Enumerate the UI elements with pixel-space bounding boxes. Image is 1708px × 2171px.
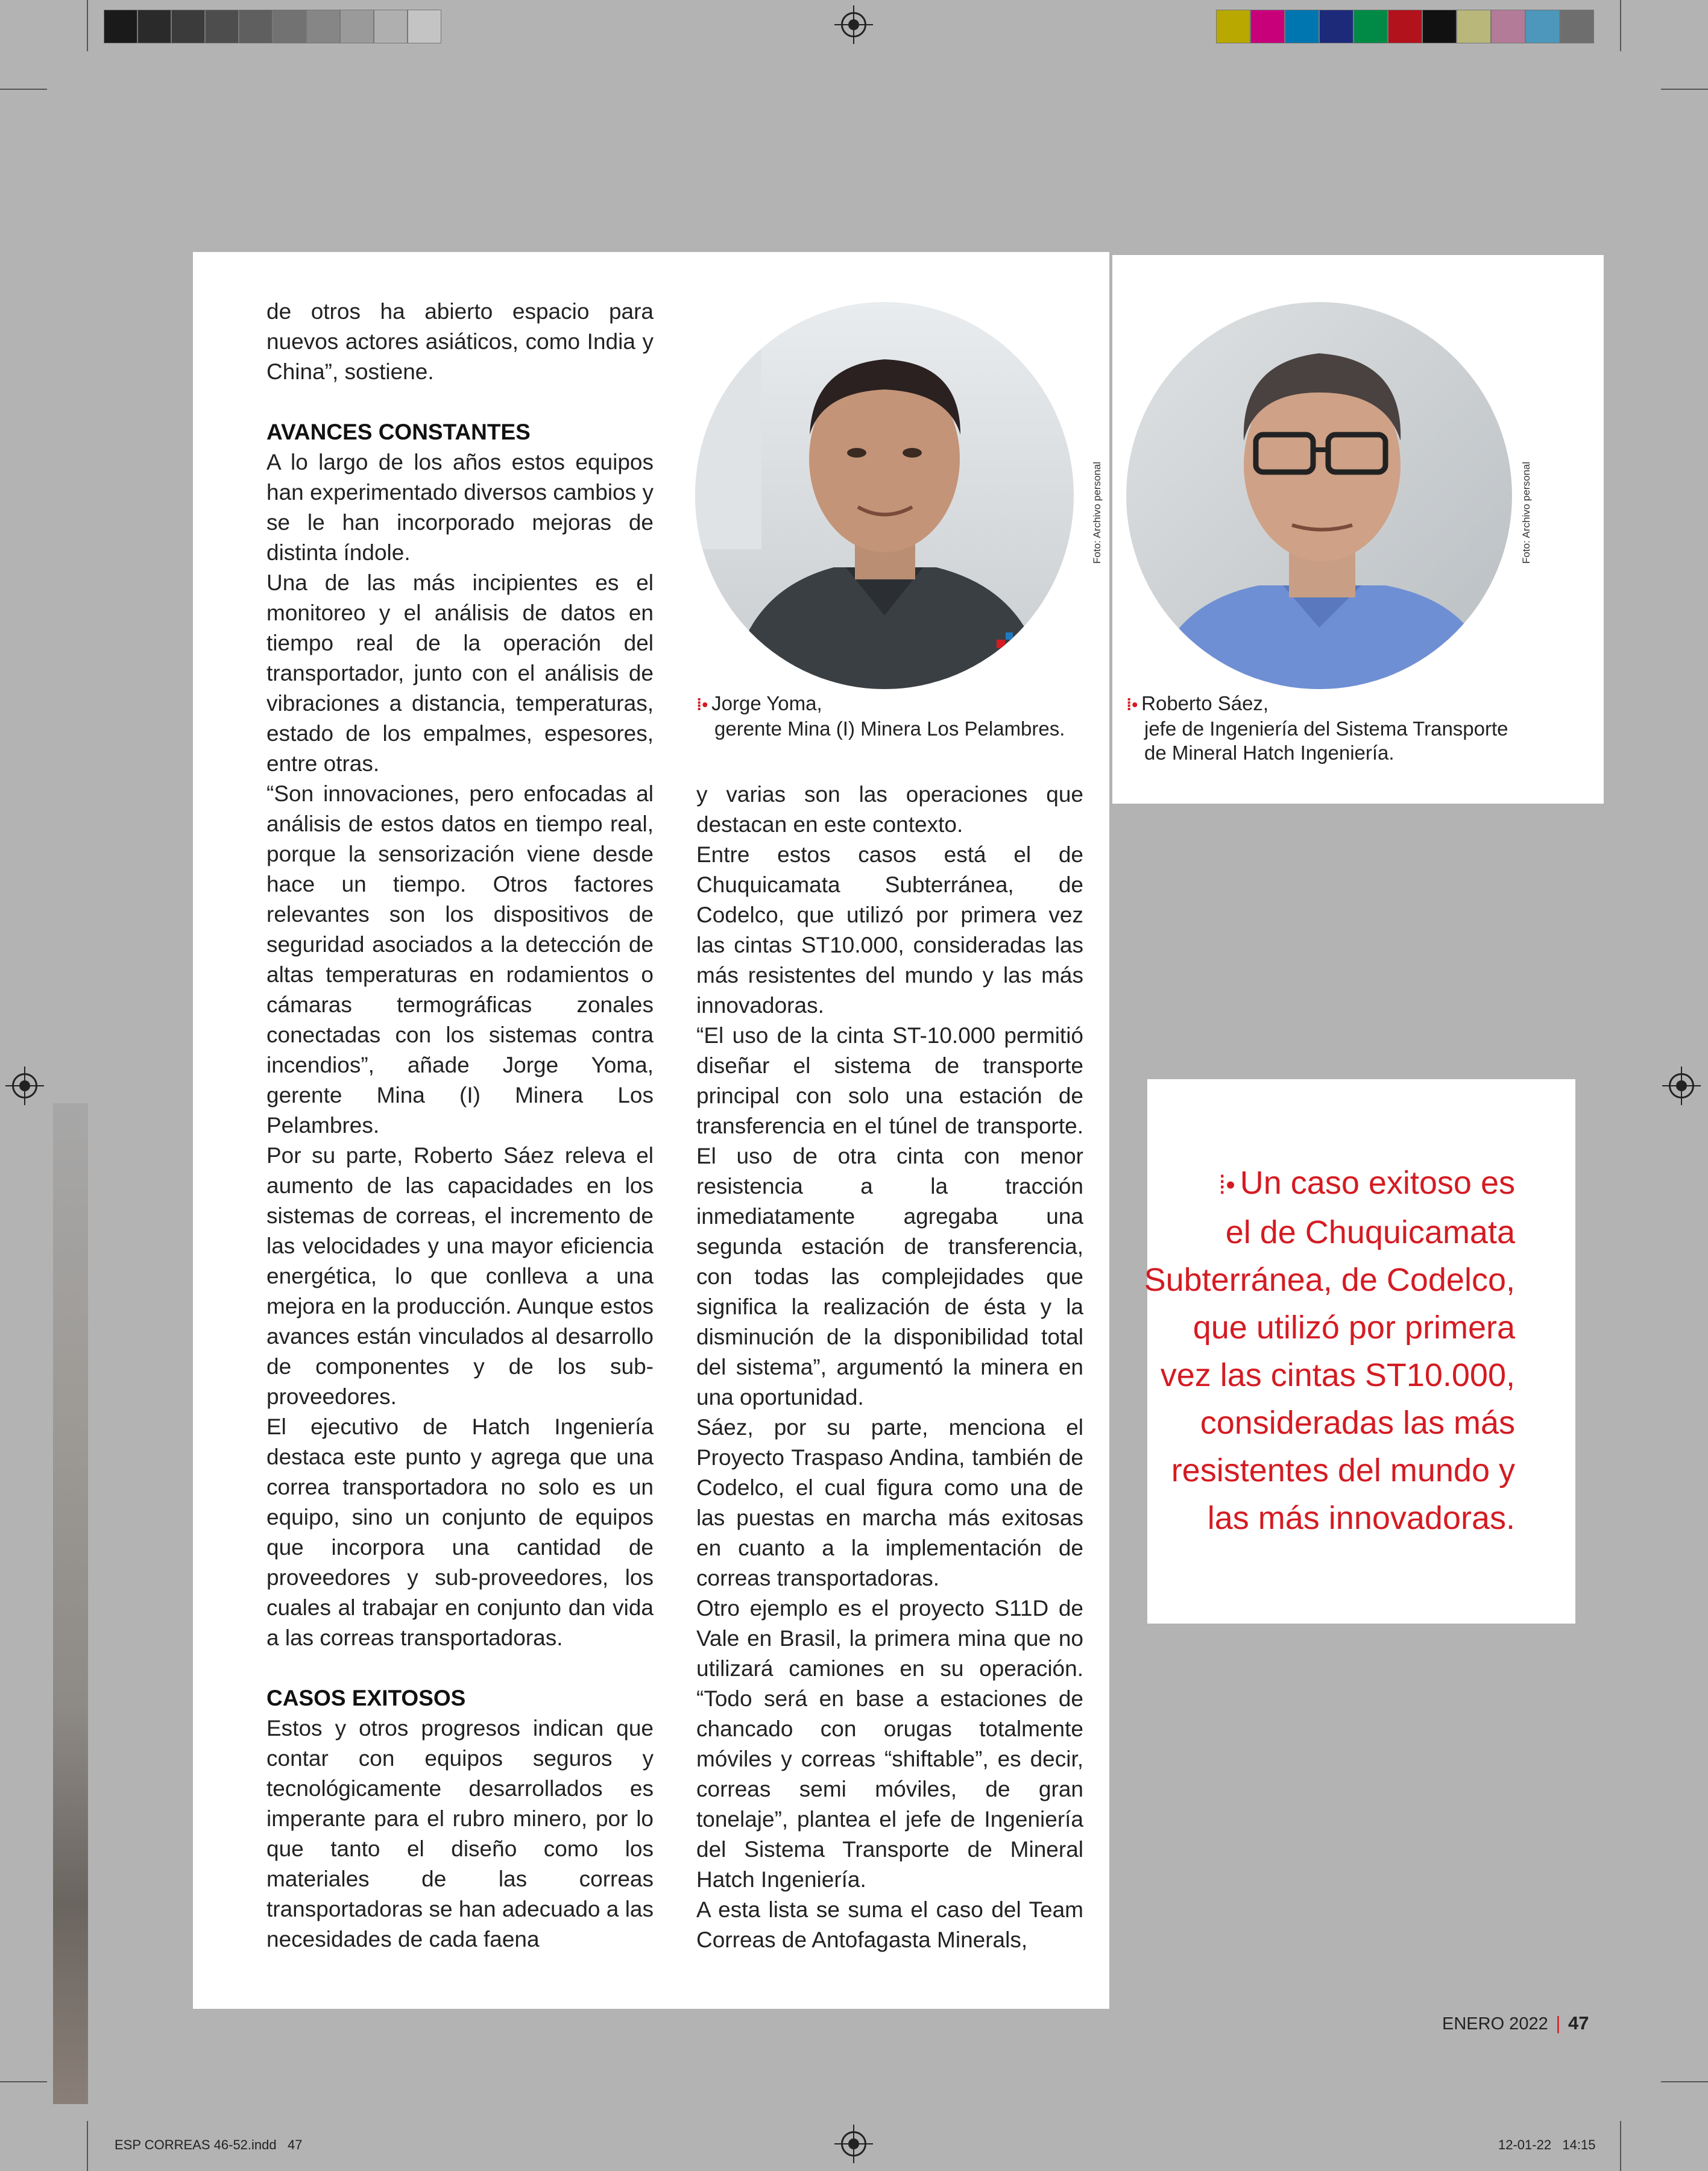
photo-credit: Foto: Archivo personal — [1091, 461, 1103, 564]
pull-quote-box — [1144, 1079, 1575, 1624]
registration-mark-icon — [1669, 1073, 1694, 1098]
registration-mark-icon — [841, 2131, 866, 2157]
grey-patch — [273, 10, 306, 43]
caption-name: Jorge Yoma, — [711, 692, 822, 714]
body-paragraph: “El uso de la cinta ST-10.000 permitió diseñar el sistema de transporte principal con solo una estación de transferencia en el túnel de transporte. El uso de otra cinta con menor resistencia a la tracción inmediatamente agregaba una segunda estación de transferencia, con todas las complejidades que significa la realización de ésta y la disminución de la disponibilidad total del sistema”, argumentó la minera en una oportunidad. — [696, 1023, 1083, 1410]
crop-mark — [87, 0, 88, 51]
body-paragraph: “Son innovaciones, pero enfocadas al análisis de estos datos en tiempo real, porque la sensorización viene desde hace un tiempo. Otros factores relevantes son los dispositivos de seguridad asociados a la detección de altas temperaturas en rodamientos o cámaras termográficas zonales conectadas con los sistemas contra incendios”, añade Jorge Yoma, gerente Mina (I) Minera Los Pelambres. — [266, 781, 654, 1138]
crop-mark — [1661, 89, 1708, 90]
middle-column — [696, 780, 1083, 1955]
pull-quote-line: el de Chuquicamata — [1225, 1214, 1515, 1250]
photo-caption — [696, 692, 1065, 741]
color-patch — [1525, 10, 1560, 43]
registration-mark-icon — [841, 12, 866, 37]
registration-mark-icon — [12, 1073, 37, 1098]
color-calibration-bar — [1216, 10, 1594, 43]
color-patch — [1216, 10, 1250, 43]
pull-quote-line: Subterránea, de Codelco, — [1144, 1262, 1515, 1298]
pull-quote-line: las más innovadoras. — [1207, 1500, 1515, 1536]
grey-patch — [374, 10, 408, 43]
grey-patch — [239, 10, 273, 43]
crop-mark — [87, 2121, 88, 2171]
grey-calibration-bar — [104, 10, 441, 43]
issue-date: ENERO 2022 — [1442, 2014, 1548, 2034]
body-paragraph: A esta lista se suma el caso del Team Correas de Antofagasta Minerals, — [696, 1897, 1083, 1952]
body-paragraph: Entre estos casos está el de Chuquicamata Subterránea, de Codelco, que utilizó por primera vez las cintas ST10.000, consideradas las más resistentes del mundo y las más innovadoras. — [696, 842, 1083, 1018]
color-patch — [1491, 10, 1525, 43]
bullet-dots-icon: ⁞• — [1126, 695, 1138, 714]
body-paragraph: Estos y otros progresos indican que contar con equipos seguros y tecnológicamente desarrollados es imperante para el rubro minero, por lo que tanto el diseño como los materiales de las correas transportadoras se han adecuado a las necesidades de cada faena — [266, 1716, 654, 1952]
portrait-photo-jorge-yoma — [695, 302, 1074, 689]
bullet-dots-icon: ⁞• — [1218, 1170, 1235, 1200]
body-paragraph: y varias son las operaciones que destacan en este contexto. — [696, 782, 1083, 837]
grey-patch — [205, 10, 239, 43]
crop-mark — [1620, 2121, 1621, 2171]
pull-quote-line: que utilizó por primera — [1193, 1309, 1515, 1346]
grey-patch — [408, 10, 441, 43]
page-number: 47 — [1568, 2012, 1589, 2034]
pull-quote-line: resistentes del mundo y — [1171, 1452, 1515, 1489]
crop-mark — [1620, 0, 1621, 51]
grey-patch — [306, 10, 340, 43]
color-patch — [1319, 10, 1353, 43]
photo-caption — [1126, 692, 1508, 765]
crop-mark — [0, 89, 47, 90]
photo-credit: Foto: Archivo personal — [1520, 461, 1532, 564]
section-heading: CASOS EXITOSOS — [266, 1686, 466, 1710]
caption-role: jefe de Ingeniería del Sistema Transporte — [1144, 717, 1508, 740]
grey-patch — [137, 10, 171, 43]
color-patch — [1560, 10, 1594, 43]
pull-quote-line: consideradas las más — [1200, 1405, 1515, 1441]
bleed-image-strip — [53, 1103, 88, 2104]
color-patch — [1285, 10, 1319, 43]
color-patch — [1457, 10, 1491, 43]
pull-quote — [1129, 1159, 1515, 1542]
portrait-photo-roberto-saez — [1126, 302, 1512, 689]
caption-name: Roberto Sáez, — [1141, 692, 1269, 714]
color-patch — [1250, 10, 1285, 43]
slug-date: 12-01-22 14:15 — [1498, 2137, 1596, 2152]
caption-role: de Mineral Hatch Ingeniería. — [1144, 742, 1394, 764]
grey-patch — [171, 10, 205, 43]
intro-paragraph: de otros ha abierto espacio para nuevos actores asiáticos, como India y China”, sostiene. — [266, 299, 654, 384]
crop-mark — [1661, 2081, 1708, 2082]
slug-file: ESP CORREAS 46-52.indd 47 — [115, 2137, 303, 2152]
body-paragraph: Sáez, por su parte, menciona el Proyecto Traspaso Andina, también de Codelco, el cual figura como una de las puestas en marcha más exitosas en cuanto a la implementación de correas transportadoras. — [696, 1415, 1083, 1590]
body-paragraph: Por su parte, Roberto Sáez releva el aumento de las capacidades en los sistemas de correas, el incremento de las velocidades y una mayor eficiencia energética, lo que conlleva a una mejora en la producción. Aunque estos avances están vinculados al desarrollo de componentes y de los sub-proveedores. — [266, 1143, 654, 1409]
crop-mark — [0, 2081, 47, 2082]
grey-patch — [340, 10, 374, 43]
body-paragraph: Una de las más incipientes es el monitoreo y el análisis de datos en tiempo real de la operación del transportador, junto con el análisis de vibraciones a distancia, temperaturas, estado de los empalmes, espesores, entre otras. — [266, 570, 654, 776]
color-patch — [1422, 10, 1457, 43]
bullet-dots-icon: ⁞• — [696, 695, 708, 714]
color-patch — [1353, 10, 1388, 43]
left-column — [266, 297, 654, 1955]
folio-separator: | — [1555, 2012, 1561, 2034]
body-paragraph: El ejecutivo de Hatch Ingeniería destaca este punto y agrega que una correa transportadora no solo es un equipo, sino un conjunto de equipos que incorpora una cantidad de proveedores y sub-proveedores, los cuales al trabajar en conjunto dan vida a las correas transportadoras. — [266, 1414, 654, 1650]
folio — [1442, 2012, 1589, 2034]
pull-quote-line: ⁞• Un caso exitoso es — [1218, 1165, 1515, 1201]
body-paragraph: Otro ejemplo es el proyecto S11D de Vale en Brasil, la primera mina que no utilizará camiones en su operación. “Todo será en base a estaciones de chancado con orugas totalmente móviles y correas “shiftable”, es decir, correas semi móviles, de gran tonelaje”, plantea el jefe de Ingeniería del Sistema Transporte de Mineral Hatch Ingeniería. — [696, 1596, 1083, 1892]
body-paragraph: A lo largo de los años estos equipos han experimentado diversos cambios y se le han incorporado mejoras de distinta índole. — [266, 450, 654, 565]
section-heading: AVANCES CONSTANTES — [266, 420, 531, 444]
pull-quote-line: vez las cintas ST10.000, — [1160, 1357, 1515, 1393]
caption-role: gerente Mina (I) Minera Los Pelambres. — [714, 717, 1065, 740]
grey-patch — [104, 10, 137, 43]
color-patch — [1388, 10, 1422, 43]
